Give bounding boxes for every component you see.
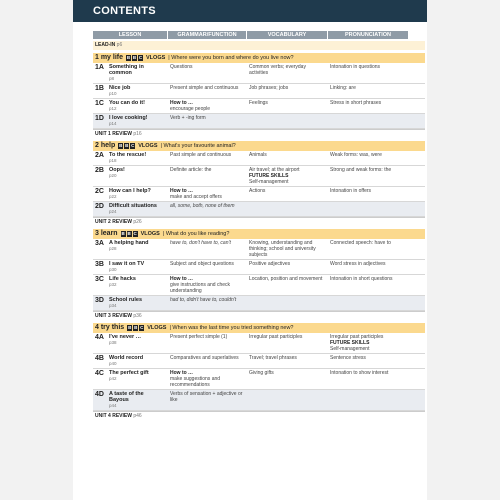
- unit-review-page: p46: [133, 413, 142, 419]
- vlog-question: | What do you like reading?: [162, 231, 230, 237]
- pronunciation-text: Stress in short phrases: [330, 100, 382, 106]
- vlogs-label: VLOGS: [138, 143, 158, 149]
- unit-header: [93, 53, 425, 63]
- unit-header: [93, 229, 425, 239]
- grammar-subtext: give instructions and check understanding: [170, 282, 231, 294]
- lesson-cell: [93, 63, 167, 83]
- lesson-page: p42: [109, 376, 117, 381]
- lesson-title: The perfect gift: [109, 370, 149, 376]
- pronunciation-text: Linking: are: [330, 85, 356, 91]
- lesson-number: 2A: [95, 152, 104, 159]
- lesson-title: Oops!: [109, 167, 125, 173]
- grammar-text: have to, don't have to, can't: [170, 240, 231, 246]
- lesson-page: p38: [109, 340, 117, 345]
- vocabulary-cell: [247, 84, 327, 98]
- pronunciation-text: Intonation in questions: [330, 64, 381, 70]
- lesson-title: A taste of the Bayous: [109, 391, 144, 403]
- unit-review-row[interactable]: [93, 311, 425, 320]
- grammar-text: all, some, both, none of them: [170, 203, 235, 209]
- grammar-cell: [168, 333, 246, 353]
- lesson-title: Difficult situations: [109, 203, 157, 209]
- grammar-cell: [168, 63, 246, 83]
- pronunciation-text: Irregular past participles: [330, 334, 384, 340]
- grammar-subtext: make and accept offers: [170, 194, 222, 200]
- grammar-text: Subject and object questions: [170, 261, 234, 267]
- vocabulary-text: Location, position and movement: [249, 276, 323, 282]
- grammar-cell: [168, 239, 246, 259]
- grammar-text: Verbs of sensation + adjective or like: [170, 391, 243, 403]
- lesson-row[interactable]: [93, 151, 425, 166]
- grammar-text: Present perfect simple (1): [170, 334, 228, 340]
- future-skills-text: Self-management: [330, 346, 370, 352]
- vocabulary-cell: [247, 151, 327, 165]
- lesson-page: p32: [109, 282, 117, 287]
- lesson-title: School rules: [109, 297, 143, 303]
- lesson-title: I love cooking!: [109, 115, 148, 121]
- vocabulary-text: Animals: [249, 152, 267, 158]
- pronunciation-text: Connected speech: have to: [330, 240, 391, 246]
- lead-in-label: LEAD-IN: [95, 42, 116, 48]
- grammar-text: Questions: [170, 64, 193, 70]
- grammar-text: How to …: [170, 370, 194, 376]
- lesson-row[interactable]: [93, 369, 425, 390]
- lesson-number: 1B: [95, 85, 104, 92]
- lesson-cell: [93, 369, 167, 389]
- lesson-page: p30: [109, 267, 117, 272]
- lesson-cell: [93, 260, 167, 274]
- pronunciation-text: Intonation in short questions: [330, 276, 393, 282]
- grammar-cell: [168, 275, 246, 295]
- vocabulary-cell: [247, 296, 327, 310]
- lesson-title: You can do it!: [109, 100, 145, 106]
- vocabulary-text: Knowing, understanding and thinking; school and university subjects: [249, 240, 316, 258]
- bbc-logo-icon: B B C: [128, 325, 144, 330]
- vocabulary-text: Positive adjectives: [249, 261, 291, 267]
- grammar-text: How to …: [170, 100, 194, 106]
- lesson-title: Life hacks: [109, 276, 136, 282]
- lesson-page: p8: [109, 76, 115, 81]
- lesson-cell: [93, 99, 167, 113]
- grammar-cell: [168, 84, 246, 98]
- vocabulary-cell: [247, 239, 327, 259]
- lesson-number: 4D: [95, 391, 104, 398]
- lesson-cell: [93, 333, 167, 353]
- bbc-logo-icon: B B C: [119, 143, 135, 148]
- lesson-cell: [93, 151, 167, 165]
- lesson-cell: [93, 275, 167, 295]
- vocabulary-cell: [247, 99, 327, 113]
- lesson-row[interactable]: [93, 354, 425, 369]
- lesson-title: To the rescue!: [109, 152, 147, 158]
- lesson-row[interactable]: [93, 239, 425, 260]
- lesson-title: How can I help?: [109, 188, 151, 194]
- lesson-row[interactable]: [93, 260, 425, 275]
- lesson-cell: [93, 296, 167, 310]
- lesson-page: p14: [109, 121, 117, 126]
- pronunciation-cell: [328, 275, 408, 295]
- lesson-row[interactable]: [93, 275, 425, 296]
- grammar-cell: [168, 151, 246, 165]
- vocabulary-cell: [247, 187, 327, 201]
- lesson-number: 4A: [95, 334, 104, 341]
- lesson-row[interactable]: [93, 99, 425, 114]
- vocabulary-cell: [247, 369, 327, 389]
- pronunciation-cell: [328, 114, 408, 128]
- lesson-cell: [93, 354, 167, 368]
- vlogs-label: VLOGS: [147, 325, 167, 331]
- lesson-number: 1A: [95, 64, 104, 71]
- vlogs-label: VLOGS: [146, 55, 166, 61]
- unit-header: [93, 141, 425, 151]
- lesson-row[interactable]: [93, 187, 425, 202]
- lesson-title: Nice job: [109, 85, 131, 91]
- vocabulary-text: Common verbs; everyday activities: [249, 64, 306, 76]
- grammar-text: Past simple and continuous: [170, 152, 232, 158]
- grammar-cell: [168, 296, 246, 310]
- pronunciation-text: Sentence stress: [330, 355, 366, 361]
- grammar-text: Present simple and continuous: [170, 85, 239, 91]
- unit-title: 3 learn: [95, 230, 118, 237]
- pronunciation-cell: [328, 84, 408, 98]
- grammar-text: How to …: [170, 188, 194, 194]
- vocabulary-text: Air travel; at the airport: [249, 167, 300, 173]
- contents-page: [73, 0, 427, 500]
- contents-table: [93, 41, 425, 500]
- column-header-pronunciation: PRONUNCIATION: [328, 31, 408, 39]
- lesson-number: 3D: [95, 297, 104, 304]
- lesson-page: p28: [109, 246, 117, 251]
- pronunciation-cell: [328, 369, 408, 389]
- future-skills-label: FUTURE SKILLS: [249, 173, 289, 179]
- lesson-number: 1C: [95, 100, 104, 107]
- pronunciation-cell: [328, 354, 408, 368]
- lesson-page: p20: [109, 173, 117, 178]
- lesson-row[interactable]: [93, 296, 425, 311]
- lesson-number: 2D: [95, 203, 104, 210]
- lesson-title: Something in common: [109, 64, 144, 76]
- vocabulary-cell: [247, 390, 327, 410]
- lesson-row[interactable]: [93, 390, 425, 411]
- unit-review-row[interactable]: [93, 217, 425, 226]
- lesson-page: p40: [109, 361, 117, 366]
- vocabulary-cell: [247, 63, 327, 83]
- pronunciation-cell: [328, 296, 408, 310]
- column-header-grammar: GRAMMAR/FUNCTION: [168, 31, 246, 39]
- pronunciation-cell: [328, 187, 408, 201]
- vocabulary-cell: [247, 354, 327, 368]
- lesson-cell: [93, 114, 167, 128]
- grammar-cell: [168, 114, 246, 128]
- grammar-cell: [168, 99, 246, 113]
- pronunciation-cell: [328, 151, 408, 165]
- lesson-number: 2C: [95, 188, 104, 195]
- lesson-number: 3B: [95, 261, 104, 268]
- pronunciation-cell: [328, 99, 408, 113]
- column-headers: [93, 31, 425, 39]
- lesson-row[interactable]: [93, 84, 425, 99]
- lesson-number: 4B: [95, 355, 104, 362]
- grammar-text: How to …: [170, 276, 194, 282]
- pronunciation-cell: [328, 260, 408, 274]
- grammar-cell: [168, 354, 246, 368]
- vlog-question: | Where were you born and where do you live now?: [168, 55, 294, 61]
- vocabulary-text: Travel; travel phrases: [249, 355, 297, 361]
- pronunciation-text: Word stress in adjectives: [330, 261, 386, 267]
- grammar-text: Definite article: the: [170, 167, 212, 173]
- pronunciation-text: Weak forms: was, were: [330, 152, 382, 158]
- future-skills-label: FUTURE SKILLS: [330, 340, 370, 346]
- grammar-cell: [168, 390, 246, 410]
- unit-review-label: UNIT 4 REVIEW: [95, 413, 132, 419]
- grammar-subtext: make suggestions and recommendations: [170, 376, 221, 388]
- pronunciation-cell: [328, 63, 408, 83]
- lesson-page: p22: [109, 194, 117, 199]
- lesson-page: p18: [109, 158, 117, 163]
- grammar-cell: [168, 369, 246, 389]
- grammar-cell: [168, 166, 246, 186]
- page-title: CONTENTS: [93, 5, 156, 17]
- pronunciation-text: Intonation in offers: [330, 188, 372, 194]
- lesson-number: 4C: [95, 370, 104, 377]
- unit-title: 1 my life: [95, 54, 124, 61]
- lesson-number: 2B: [95, 167, 104, 174]
- pronunciation-cell: [328, 390, 408, 410]
- grammar-cell: [168, 260, 246, 274]
- lesson-number: 3C: [95, 276, 104, 283]
- unit-review-page: p26: [133, 219, 142, 225]
- vocabulary-cell: [247, 166, 327, 186]
- lesson-title: I saw it on TV: [109, 261, 145, 267]
- vocabulary-text: Irregular past participles: [249, 334, 303, 340]
- lesson-page: p24: [109, 209, 117, 214]
- unit-header: [93, 323, 425, 333]
- grammar-text: Comparatives and superlatives: [170, 355, 239, 361]
- vocabulary-cell: [247, 260, 327, 274]
- lesson-number: 1D: [95, 115, 104, 122]
- pronunciation-text: Intonation to show interest: [330, 370, 389, 376]
- lesson-cell: [93, 239, 167, 259]
- vlogs-label: VLOGS: [140, 231, 160, 237]
- grammar-text: had to, didn't have to, couldn't: [170, 297, 237, 303]
- column-header-vocabulary: VOCABULARY: [247, 31, 327, 39]
- future-skills-text: Self-management: [249, 179, 289, 185]
- grammar-text: Verb + -ing form: [170, 115, 206, 121]
- unit-title: 4 try this: [95, 324, 125, 331]
- vocabulary-cell: [247, 114, 327, 128]
- lesson-page: p12: [109, 106, 117, 111]
- column-header-lesson: LESSON: [93, 31, 167, 39]
- pronunciation-cell: [328, 202, 408, 216]
- lesson-number: 3A: [95, 240, 104, 247]
- pronunciation-text: Strong and weak forms: the: [330, 167, 392, 173]
- vocabulary-cell: [247, 202, 327, 216]
- grammar-cell: [168, 187, 246, 201]
- bbc-logo-icon: B B C: [126, 55, 143, 60]
- lesson-title: A helping hand: [109, 240, 149, 246]
- vocabulary-text: Actions: [249, 188, 266, 194]
- unit-review-label: UNIT 3 REVIEW: [95, 313, 132, 319]
- bbc-logo-icon: B B C: [121, 231, 137, 236]
- vlog-question: | What's your favourite animal?: [160, 143, 236, 149]
- vocabulary-cell: [247, 333, 327, 353]
- lead-in-page: p6: [116, 42, 123, 48]
- lesson-row[interactable]: [93, 166, 425, 187]
- pronunciation-cell: [328, 333, 408, 353]
- vocabulary-text: Feelings: [249, 100, 268, 106]
- lesson-row[interactable]: [93, 202, 425, 217]
- unit-review-label: UNIT 1 REVIEW: [95, 131, 132, 137]
- grammar-cell: [168, 202, 246, 216]
- vlog-question: | When was the last time you tried something new?: [169, 325, 294, 331]
- pronunciation-cell: [328, 239, 408, 259]
- vocabulary-text: Giving gifts: [249, 370, 274, 376]
- lesson-cell: [93, 202, 167, 216]
- lesson-cell: [93, 187, 167, 201]
- lesson-title: World record: [109, 355, 144, 361]
- lesson-cell: [93, 84, 167, 98]
- unit-review-page: p16: [133, 131, 142, 137]
- lesson-page: p10: [109, 91, 117, 96]
- lesson-page: p34: [109, 303, 117, 308]
- vocabulary-text: Job phrases; jobs: [249, 85, 289, 91]
- lesson-row[interactable]: [93, 114, 425, 129]
- vocabulary-cell: [247, 275, 327, 295]
- lead-in-row[interactable]: [93, 41, 425, 50]
- grammar-subtext: encourage people: [170, 106, 211, 112]
- contents-header: [73, 0, 427, 22]
- unit-title: 2 help: [95, 142, 116, 149]
- unit-review-row[interactable]: [93, 411, 425, 420]
- lesson-row[interactable]: [93, 63, 425, 84]
- lesson-cell: [93, 166, 167, 186]
- unit-review-label: UNIT 2 REVIEW: [95, 219, 132, 225]
- lesson-title: I've never …: [109, 334, 142, 340]
- unit-review-page: p36: [133, 313, 142, 319]
- lesson-row[interactable]: [93, 333, 425, 354]
- lesson-page: p44: [109, 403, 117, 408]
- pronunciation-cell: [328, 166, 408, 186]
- unit-review-row[interactable]: [93, 129, 425, 138]
- lesson-cell: [93, 390, 167, 410]
